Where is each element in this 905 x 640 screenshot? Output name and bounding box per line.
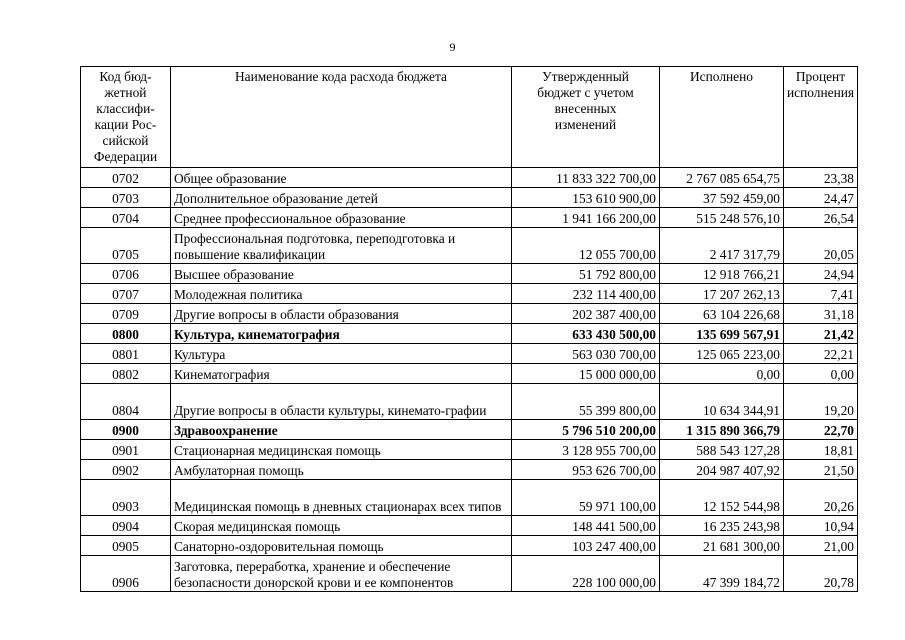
table-row — [81, 344, 858, 364]
row-name: Культура — [171, 344, 512, 364]
table-row — [81, 516, 858, 536]
header-approved-text: Утвержденный бюджет с учетом внесенных изменений — [537, 69, 634, 132]
table-row — [81, 304, 858, 324]
row-executed: 10 634 344,91 — [660, 384, 784, 420]
row-name: Амбулаторная помощь — [171, 460, 512, 480]
header-percent-text: Процент исполнения — [787, 69, 855, 100]
table-row — [81, 480, 858, 516]
row-percent: 23,38 — [784, 168, 858, 188]
header-code — [81, 67, 171, 168]
row-executed: 515 248 576,10 — [660, 208, 784, 228]
row-percent: 31,18 — [784, 304, 858, 324]
row-approved: 59 971 100,00 — [512, 480, 660, 516]
row-approved: 633 430 500,00 — [512, 324, 660, 344]
row-executed: 204 987 407,92 — [660, 460, 784, 480]
row-approved: 5 796 510 200,00 — [512, 420, 660, 440]
row-code: 0902 — [81, 460, 171, 480]
row-executed: 63 104 226,68 — [660, 304, 784, 324]
row-executed: 1 315 890 366,79 — [660, 420, 784, 440]
row-executed: 135 699 567,91 — [660, 324, 784, 344]
row-approved: 153 610 900,00 — [512, 188, 660, 208]
row-percent: 26,54 — [784, 208, 858, 228]
table-row — [81, 420, 858, 440]
row-code: 0802 — [81, 364, 171, 384]
row-code: 0704 — [81, 208, 171, 228]
row-percent: 22,21 — [784, 344, 858, 364]
row-percent: 20,05 — [784, 228, 858, 264]
header-row — [81, 67, 858, 168]
row-code: 0901 — [81, 440, 171, 460]
row-code: 0905 — [81, 536, 171, 556]
row-code: 0703 — [81, 188, 171, 208]
row-name: Другие вопросы в области образования — [171, 304, 512, 324]
row-name: Среднее профессиональное образование — [171, 208, 512, 228]
row-executed: 12 152 544,98 — [660, 480, 784, 516]
row-code: 0906 — [81, 556, 171, 592]
row-percent: 21,00 — [784, 536, 858, 556]
row-name: Дополнительное образование детей — [171, 188, 512, 208]
row-approved: 228 100 000,00 — [512, 556, 660, 592]
table-row — [81, 264, 858, 284]
row-code: 0903 — [81, 480, 171, 516]
row-approved: 563 030 700,00 — [512, 344, 660, 364]
row-executed: 125 065 223,00 — [660, 344, 784, 364]
header-percent — [784, 67, 858, 168]
row-executed: 588 543 127,28 — [660, 440, 784, 460]
row-name: Высшее образование — [171, 264, 512, 284]
row-code: 0705 — [81, 228, 171, 264]
table-row — [81, 536, 858, 556]
table-row — [81, 324, 858, 344]
row-percent: 21,42 — [784, 324, 858, 344]
row-percent: 20,26 — [784, 480, 858, 516]
row-code: 0804 — [81, 384, 171, 420]
row-name: Другие вопросы в области культуры, кинемато-графии — [171, 384, 512, 420]
row-percent: 22,70 — [784, 420, 858, 440]
table-row — [81, 556, 858, 592]
table-row — [81, 168, 858, 188]
table-row — [81, 384, 858, 420]
row-name: Профессиональная подготовка, переподготовка и повышение квалификации — [171, 228, 512, 264]
row-approved: 15 000 000,00 — [512, 364, 660, 384]
row-executed: 47 399 184,72 — [660, 556, 784, 592]
row-code: 0904 — [81, 516, 171, 536]
row-name: Санаторно-оздоровительная помощь — [171, 536, 512, 556]
row-code: 0707 — [81, 284, 171, 304]
row-percent: 18,81 — [784, 440, 858, 460]
budget-table — [80, 66, 858, 592]
row-executed: 2 767 085 654,75 — [660, 168, 784, 188]
header-approved — [512, 67, 660, 168]
row-name: Медицинская помощь в дневных стационарах всех типов — [171, 480, 512, 516]
row-percent: 10,94 — [784, 516, 858, 536]
table-row — [81, 228, 858, 264]
row-percent: 21,50 — [784, 460, 858, 480]
header-name — [171, 67, 512, 168]
header-name-text: Наименование кода расхода бюджета — [235, 69, 447, 84]
row-approved: 11 833 322 700,00 — [512, 168, 660, 188]
table-row — [81, 440, 858, 460]
table-row — [81, 188, 858, 208]
table-body — [81, 168, 858, 592]
row-name: Заготовка, переработка, хранение и обеспечение безопасности донорской крови и ее компонентов — [171, 556, 512, 592]
row-executed: 12 918 766,21 — [660, 264, 784, 284]
row-code: 0709 — [81, 304, 171, 324]
row-approved: 103 247 400,00 — [512, 536, 660, 556]
row-approved: 3 128 955 700,00 — [512, 440, 660, 460]
row-approved: 953 626 700,00 — [512, 460, 660, 480]
row-name: Молодежная политика — [171, 284, 512, 304]
table-row — [81, 364, 858, 384]
row-name: Культура, кинематография — [171, 324, 512, 344]
table-row — [81, 460, 858, 480]
row-code: 0900 — [81, 420, 171, 440]
row-approved: 1 941 166 200,00 — [512, 208, 660, 228]
header-executed-text: Исполнено — [690, 69, 753, 84]
row-approved: 12 055 700,00 — [512, 228, 660, 264]
row-name: Здравоохранение — [171, 420, 512, 440]
row-executed: 2 417 317,79 — [660, 228, 784, 264]
row-approved: 148 441 500,00 — [512, 516, 660, 536]
row-code: 0706 — [81, 264, 171, 284]
row-approved: 55 399 800,00 — [512, 384, 660, 420]
row-approved: 51 792 800,00 — [512, 264, 660, 284]
row-code: 0800 — [81, 324, 171, 344]
row-percent: 24,47 — [784, 188, 858, 208]
header-executed — [660, 67, 784, 168]
header-code-text: Код бюд- жетной классифи- кации Рос- сийской Федерации — [93, 69, 158, 164]
row-percent: 0,00 — [784, 364, 858, 384]
row-executed: 17 207 262,13 — [660, 284, 784, 304]
row-name: Скорая медицинская помощь — [171, 516, 512, 536]
row-name: Стационарная медицинская помощь — [171, 440, 512, 460]
table-row — [81, 284, 858, 304]
row-approved: 202 387 400,00 — [512, 304, 660, 324]
page-number: 9 — [449, 40, 456, 54]
row-name: Кинематография — [171, 364, 512, 384]
row-executed: 37 592 459,00 — [660, 188, 784, 208]
row-percent: 7,41 — [784, 284, 858, 304]
row-executed: 21 681 300,00 — [660, 536, 784, 556]
row-percent: 19,20 — [784, 384, 858, 420]
row-executed: 0,00 — [660, 364, 784, 384]
row-code: 0702 — [81, 168, 171, 188]
row-approved: 232 114 400,00 — [512, 284, 660, 304]
row-name: Общее образование — [171, 168, 512, 188]
row-code: 0801 — [81, 344, 171, 364]
table-row — [81, 208, 858, 228]
row-executed: 16 235 243,98 — [660, 516, 784, 536]
row-percent: 24,94 — [784, 264, 858, 284]
row-percent: 20,78 — [784, 556, 858, 592]
